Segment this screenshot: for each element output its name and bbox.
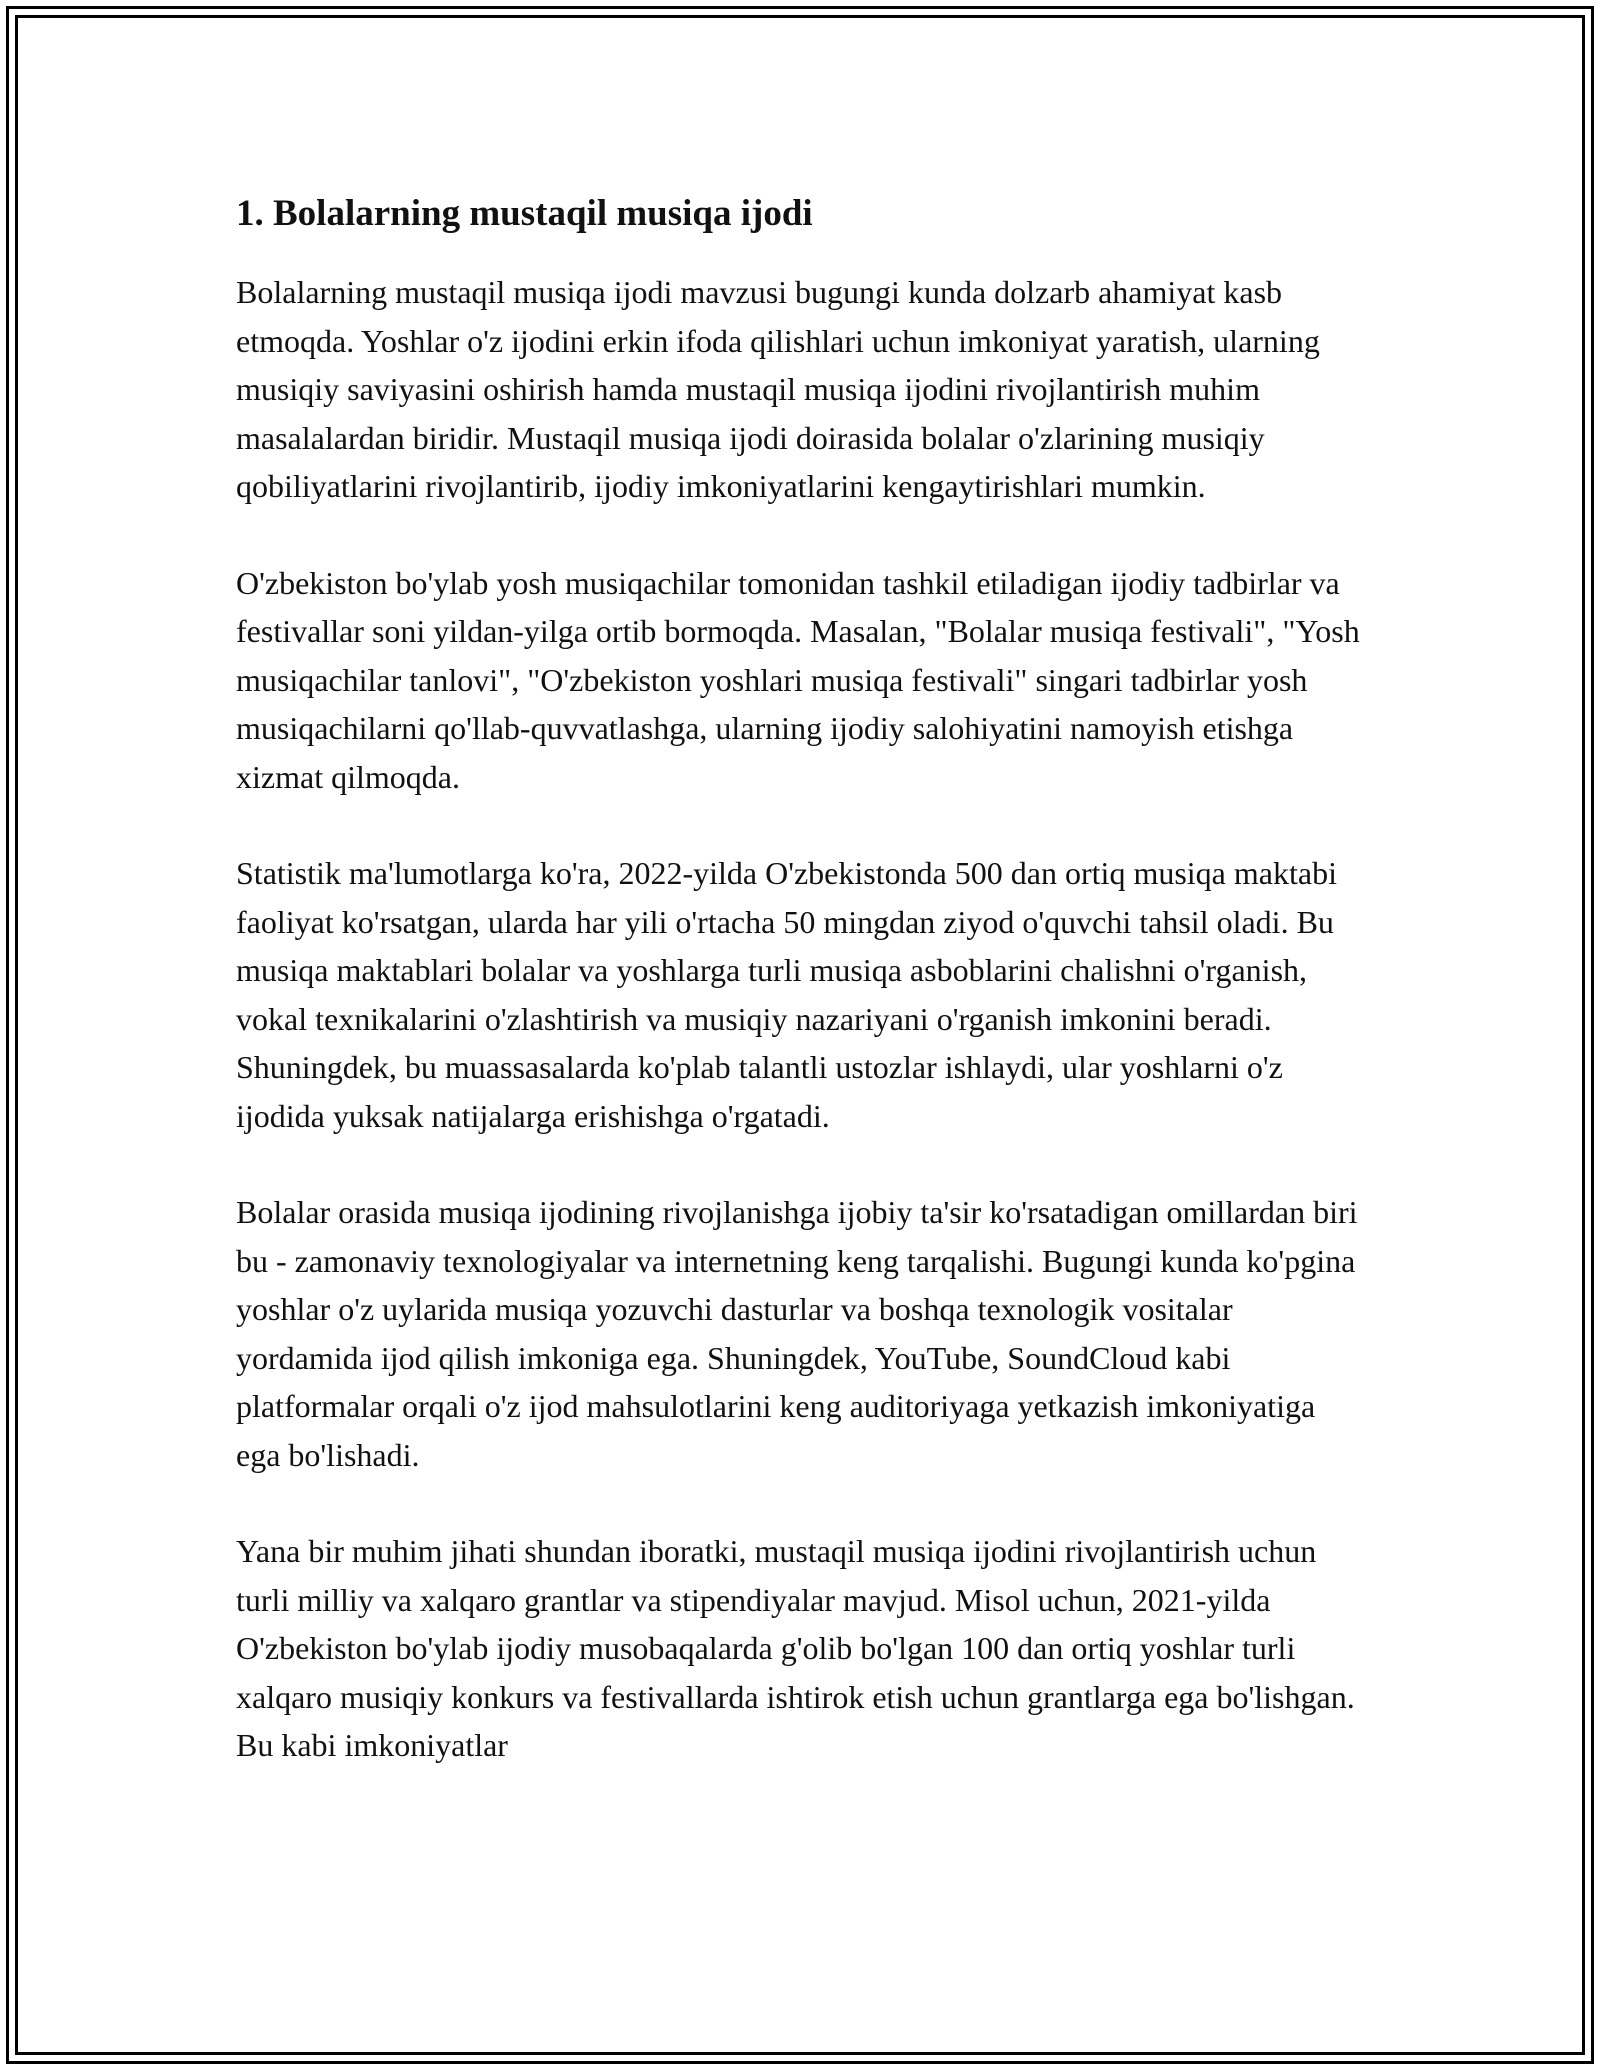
paragraph-5: Yana bir muhim jihati shundan iboratki, mustaqil musiqa ijodini rivojlantirish uchun turli milliy va xalqaro grantlar va stipendiyalar mavjud. Misol uchun, 2021-yilda O'zbekiston bo'ylab ijodiy musobaqalarda g'olib bo'lgan 100 dan ortiq yoshlar turli xalqaro musiqiy konkurs va festivallarda ishtirok etish uchun grantlarga ega bo'lishgan. Bu kabi imkoniyatlar [236,1533,1355,1763]
section-title: 1. Bolalarning mustaqil musiqa ijodi [236,193,813,234]
paragraph-4: Bolalar orasida musiqa ijodining rivojlanishga ijobiy ta'sir ko'rsatadigan omillardan biri bu - zamonaviy texnologiyalar va internetning keng tarqalishi. Bugungi kunda ko'pgina yoshlar o'z uylarida musiqa yozuvchi dasturlar va boshqa texnologik vositalar yordamida ijod qilish imkoniga ega. Shuningdek, YouTube, SoundCloud kabi platformalar orqali o'z ijod mahsulotlarini keng auditoriyaga yetkazish imkoniyatiga ega bo'lishadi. [236,1194,1358,1473]
document-body [236,186,1366,1770]
paragraph-3: Statistik ma'lumotlarga ko'ra, 2022-yilda O'zbekistonda 500 dan ortiq musiqa maktabi faoliyat ko'rsatgan, ularda har yili o'rtacha 50 mingdan ziyod o'quvchi tahsil oladi. Bu musiqa maktablari bolalar va yoshlarga turli musiqa asboblarini chalishni o'rganish, vokal texnikalarini o'zlashtirish va musiqiy nazariyani o'rganish imkonini beradi. Shuningdek, bu muassasalarda ko'plab talantli ustozlar ishlaydi, ular yoshlarni o'z ijodida yuksak natijalarga erishishga o'rgatadi. [236,855,1337,1134]
paragraph-2: O'zbekiston bo'ylab yosh musiqachilar tomonidan tashkil etiladigan ijodiy tadbirlar va festivallar soni yildan-yilga ortib bormoqda. Masalan, "Bolalar musiqa festivali", "Yosh musiqachilar tanlovi", "O'zbekiston yoshlari musiqa festivali" singari tadbirlar yosh musiqachilarni qo'llab-quvvatlashga, ularning ijodiy salohiyatini namoyish etishga xizmat qilmoqda. [236,564,1360,795]
paragraph-1: Bolalarning mustaqil musiqa ijodi mavzusi bugungi kunda dolzarb ahamiyat kasb etmoqda. Yoshlar o'z ijodini erkin ifoda qilishlari uchun imkoniyat yaratish, ularning musiqiy saviyasini oshirish hamda mustaqil musiqa ijodini rivojlantirish muhim masalalardan biridir. Mustaqil musiqa ijodi doirasida bolalar o'zlarining musiqiy qobiliyatlarini rivojlantirib, ijodiy imkoniyatlarini kengaytirishlari mumkin. [236,274,1320,504]
